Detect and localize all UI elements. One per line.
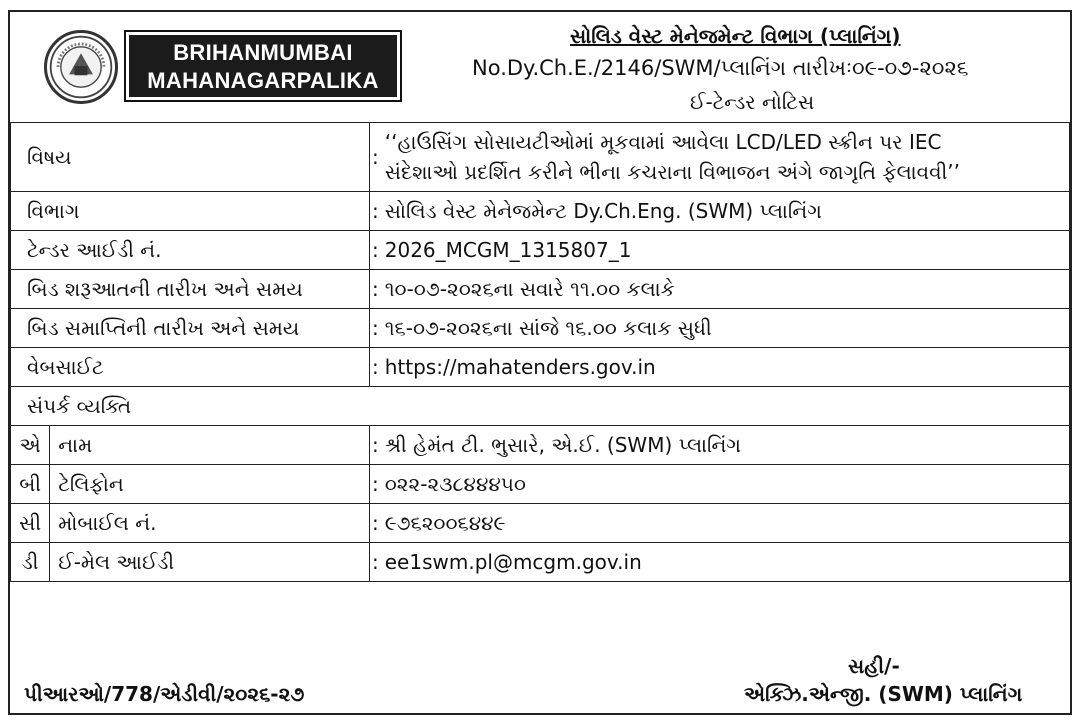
subject-line-2: સંદેશાઓ પ્રદર્શિત કરીને ભીના કચરાના વિભાજન અંગે જાગૃતિ ફેલાવવી’’ <box>384 160 961 184</box>
notice-footer <box>10 644 1070 715</box>
row-value: 2026_MCGM_1315807_1 <box>381 231 1070 270</box>
logo-line-2: MAHANAGARPALIKA <box>147 68 379 93</box>
contact-label: ઈ-મેલ આઈડી <box>50 543 370 582</box>
tender-details-table <box>10 122 1070 582</box>
contact-letter: ડી <box>11 543 50 582</box>
contact-value: શ્રી હેમંત ટી. ભુસારે, એ.ઈ. (SWM) પ્લાનિંગ <box>381 426 1070 465</box>
colon: : <box>370 309 381 348</box>
colon: : <box>370 426 381 465</box>
colon: : <box>370 465 381 504</box>
contact-label: ટેલિફોન <box>50 465 370 504</box>
department-title: સોલિડ વેસ્ટ મેનેજમેન્ટ વિભાગ (પ્લાનિંગ) <box>570 24 901 48</box>
table-row-contact-name <box>11 426 1070 465</box>
reference-number: No.Dy.Ch.E./2146/SWM/પ્લાનિંગ તારીખઃ૦૯-૦૭-૨૦૨૬ <box>472 56 969 80</box>
colon: : <box>370 348 381 387</box>
table-row-subject <box>11 123 1070 192</box>
row-label: બિડ શરૂઆતની તારીખ અને સમય <box>11 270 370 309</box>
notice-header <box>10 12 1070 122</box>
row-value: સોલિડ વેસ્ટ મેનેજમેન્ટ Dy.Ch.Eng. (SWM) પ્લાનિંગ <box>381 192 1070 231</box>
colon: : <box>370 231 381 270</box>
row-value: ૧૦-૦૭-૨૦૨૬ના સવારે ૧૧.૦૦ કલાકે <box>381 270 1070 309</box>
footer-reference: પીઆરઓ/778/એડીવી/૨૦૨૬-૨૭ <box>24 682 305 706</box>
colon: : <box>370 504 381 543</box>
table-row-contact-mobile <box>11 504 1070 543</box>
table-row-bid-end <box>11 309 1070 348</box>
tender-notice <box>8 10 1072 715</box>
colon: : <box>370 123 381 192</box>
contact-letter: એ <box>11 426 50 465</box>
row-value: ૧૬-૦૭-૨૦૨૬ના સાંજે ૧૬.૦૦ કલાક સુધી <box>381 309 1070 348</box>
contact-heading: સંપર્ક વ્યક્તિ <box>11 387 1070 426</box>
table-row-contact-email <box>11 543 1070 582</box>
notice-title: ઈ-ટેન્ડર નોટિસ <box>690 90 815 114</box>
municipal-seal-icon <box>44 30 118 104</box>
logo-line-1: BRIHANMUMBAI <box>173 40 353 65</box>
row-label: ટેન્ડર આઈડી નં. <box>11 231 370 270</box>
table-row-tender-id <box>11 231 1070 270</box>
table-row-bid-start <box>11 270 1070 309</box>
contact-letter: બી <box>11 465 50 504</box>
email-link[interactable]: ee1swm.pl@mcgm.gov.in <box>381 543 1070 582</box>
colon: : <box>370 543 381 582</box>
signature: સહી/- <box>848 654 900 678</box>
row-label: વિષય <box>11 123 370 192</box>
table-row-contact-telephone <box>11 465 1070 504</box>
colon: : <box>370 270 381 309</box>
bmc-logo <box>124 30 402 102</box>
row-label: વેબસાઈટ <box>11 348 370 387</box>
row-label: વિભાગ <box>11 192 370 231</box>
table-row-department <box>11 192 1070 231</box>
website-link[interactable]: https://mahatenders.gov.in <box>381 348 1070 387</box>
contact-letter: સી <box>11 504 50 543</box>
colon: : <box>370 192 381 231</box>
row-value <box>381 123 1070 192</box>
row-label: બિડ સમાપ્તિની તારીખ અને સમય <box>11 309 370 348</box>
designation: એક્ઝિ.એન્જી. (SWM) પ્લાનિંગ <box>744 682 1023 706</box>
subject-line-1: ‘‘હાઉસિંગ સોસાયટીઓમાં મૂકવામાં આવેલા LCD/LED સ્ક્રીન પર IEC <box>384 130 942 154</box>
contact-value: ૦૨૨-૨૩૮૪૪૪૫૦ <box>381 465 1070 504</box>
contact-label: મોબાઈલ નં. <box>50 504 370 543</box>
contact-value: ૯૭૬૨૦૦૬૪૪૯ <box>381 504 1070 543</box>
table-row-website <box>11 348 1070 387</box>
contact-label: નામ <box>50 426 370 465</box>
table-row-contact-heading <box>11 387 1070 426</box>
